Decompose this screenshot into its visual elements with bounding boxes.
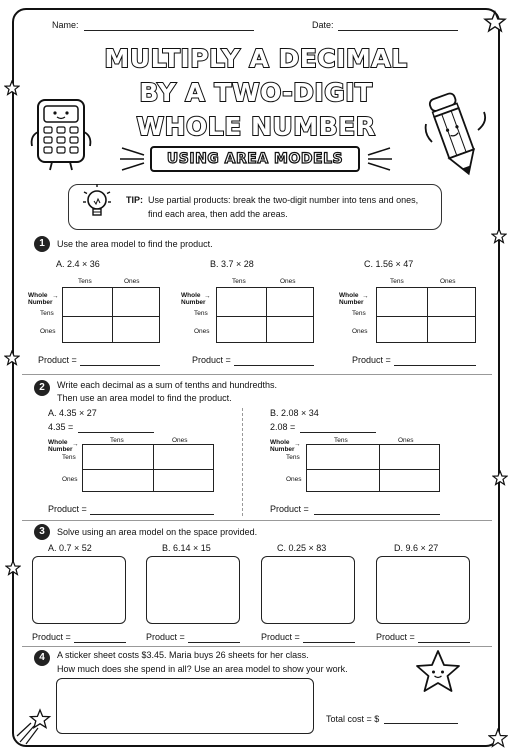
q1a-row-tens: Tens [40, 310, 54, 317]
calculator-mascot-icon [26, 96, 98, 174]
q1a-number-label: Number [28, 299, 53, 306]
arrow-icon: → [362, 293, 369, 300]
q2a-expand-label: 4.35 = [48, 422, 74, 432]
question-4-number: 4 [34, 650, 50, 666]
question-3-instruction: Solve using an area model on the space provided. [57, 527, 258, 537]
arrow-icon: → [294, 441, 301, 448]
q1b-tens-header: Tens [232, 278, 246, 285]
q2a-number-label: Number [48, 446, 73, 453]
q2a-product-field[interactable] [90, 514, 214, 515]
question-2-instruction-1: Write each decimal as a sum of tenths and hundredths. [57, 380, 277, 390]
q3b-product-label: Product = [146, 632, 185, 642]
star-icon [491, 228, 507, 244]
star-icon [5, 560, 21, 576]
q2b-expand-label: 2.08 = [270, 422, 296, 432]
q1b-product-label: Product = [192, 355, 231, 365]
q2a-row-ones: Ones [62, 476, 78, 483]
q1c-ones-header: Ones [440, 278, 456, 285]
title-line-3: WHOLE NUMBER [136, 112, 376, 141]
q1c-number-label: Number [339, 299, 364, 306]
q2b-label: B. 2.08 × 34 [270, 408, 319, 418]
q2a-ones-header: Ones [172, 437, 188, 444]
q1a-ones-header: Ones [124, 278, 140, 285]
q3a-label: A. 0.7 × 52 [48, 543, 92, 553]
q1c-product-field[interactable] [394, 365, 476, 366]
question-4-line-2: How much does she spend in all? Use an area model to show your work. [57, 664, 348, 674]
q2a-area-model[interactable] [82, 444, 214, 492]
name-field[interactable] [84, 30, 254, 31]
q2b-area-model[interactable] [306, 444, 440, 492]
section-divider [22, 520, 492, 521]
q1b-label: B. 3.7 × 28 [210, 259, 254, 269]
q3d-label: D. 9.6 × 27 [394, 543, 439, 553]
q4-work-box[interactable] [56, 678, 314, 734]
q1b-whole-label: Whole [181, 292, 201, 299]
q1c-area-model[interactable] [376, 287, 476, 343]
q1b-product-field[interactable] [234, 365, 314, 366]
q2b-product-label: Product = [270, 504, 309, 514]
q1c-whole-label: Whole [339, 292, 359, 299]
subtitle-banner: USING AREA MODELS [150, 146, 360, 172]
q3b-work-box[interactable] [146, 556, 240, 624]
q2a-product-label: Product = [48, 504, 87, 514]
q3c-product-label: Product = [261, 632, 300, 642]
lightbulb-icon [80, 180, 114, 224]
q1a-tens-header: Tens [78, 278, 92, 285]
q3c-product-field[interactable] [303, 642, 355, 643]
q3a-product-label: Product = [32, 632, 71, 642]
q3c-label: C. 0.25 × 83 [277, 543, 327, 553]
q1b-ones-header: Ones [280, 278, 296, 285]
star-mascot-icon [412, 648, 464, 698]
q3b-label: B. 6.14 × 15 [162, 543, 211, 553]
q2a-tens-header: Tens [110, 437, 124, 444]
q1c-tens-header: Tens [390, 278, 404, 285]
question-4-line-1: A sticker sheet costs $3.45. Maria buys 26 sheets for her class. [57, 650, 309, 660]
q1a-label: A. 2.4 × 36 [56, 259, 100, 269]
arrow-icon: → [52, 293, 59, 300]
tip-label: TIP: [126, 195, 143, 205]
question-1-number: 1 [34, 236, 50, 252]
q2b-row-ones: Ones [286, 476, 302, 483]
arrow-icon: → [204, 293, 211, 300]
q1c-product-label: Product = [352, 355, 391, 365]
q3d-work-box[interactable] [376, 556, 470, 624]
q2b-expand-field[interactable] [300, 432, 376, 433]
q2b-whole-label: Whole [270, 439, 290, 446]
arrow-icon: → [72, 441, 79, 448]
q3d-product-field[interactable] [418, 642, 470, 643]
q1b-row-ones: Ones [194, 328, 210, 335]
date-field[interactable] [338, 30, 458, 31]
pencil-mascot-icon [418, 90, 492, 182]
tip-text-line-1: Use partial products: break the two-digit number into tens and ones, [148, 195, 419, 205]
shooting-star-icon [14, 704, 54, 748]
q1c-row-ones: Ones [352, 328, 368, 335]
section-divider [22, 646, 492, 647]
star-icon [4, 350, 20, 366]
q2a-row-tens: Tens [62, 454, 76, 461]
tip-box [68, 184, 442, 230]
q3b-product-field[interactable] [188, 642, 240, 643]
q1c-label: C. 1.56 × 47 [364, 259, 414, 269]
q2-divider [242, 408, 243, 516]
q3a-product-field[interactable] [74, 642, 126, 643]
question-2-number: 2 [34, 380, 50, 396]
q1b-row-tens: Tens [194, 310, 208, 317]
question-1-instruction: Use the area model to find the product. [57, 239, 213, 249]
question-2-instruction-2: Then use an area model to find the product. [57, 393, 232, 403]
star-icon [492, 470, 508, 486]
question-3-number: 3 [34, 524, 50, 540]
q2a-label: A. 4.35 × 27 [48, 408, 97, 418]
star-icon [483, 10, 507, 34]
total-cost-label: Total cost = $ [326, 714, 380, 724]
q1a-row-ones: Ones [40, 328, 56, 335]
q2a-whole-label: Whole [48, 439, 68, 446]
q1b-number-label: Number [181, 299, 206, 306]
q3c-work-box[interactable] [261, 556, 355, 624]
star-icon [488, 728, 508, 748]
q3a-work-box[interactable] [32, 556, 126, 624]
section-divider [22, 374, 492, 375]
q2b-ones-header: Ones [398, 437, 414, 444]
q1a-area-model[interactable] [62, 287, 160, 343]
name-label: Name: [52, 20, 79, 30]
q1a-product-field[interactable] [80, 365, 160, 366]
q2b-tens-header: Tens [334, 437, 348, 444]
tip-text-line-2: find each area, then add the areas. [148, 209, 288, 219]
q1a-whole-label: Whole [28, 292, 48, 299]
q2a-expand-field[interactable] [78, 432, 154, 433]
total-cost-field[interactable] [384, 723, 458, 724]
q2b-number-label: Number [270, 446, 295, 453]
q1c-row-tens: Tens [352, 310, 366, 317]
title-line-2: BY A TWO-DIGIT [139, 78, 373, 107]
q1b-area-model[interactable] [216, 287, 314, 343]
q3d-product-label: Product = [376, 632, 415, 642]
date-label: Date: [312, 20, 334, 30]
q2b-product-field[interactable] [314, 514, 440, 515]
q2b-row-tens: Tens [286, 454, 300, 461]
q1a-product-label: Product = [38, 355, 77, 365]
title-line-1: MULTIPLY A DECIMAL [104, 44, 408, 73]
